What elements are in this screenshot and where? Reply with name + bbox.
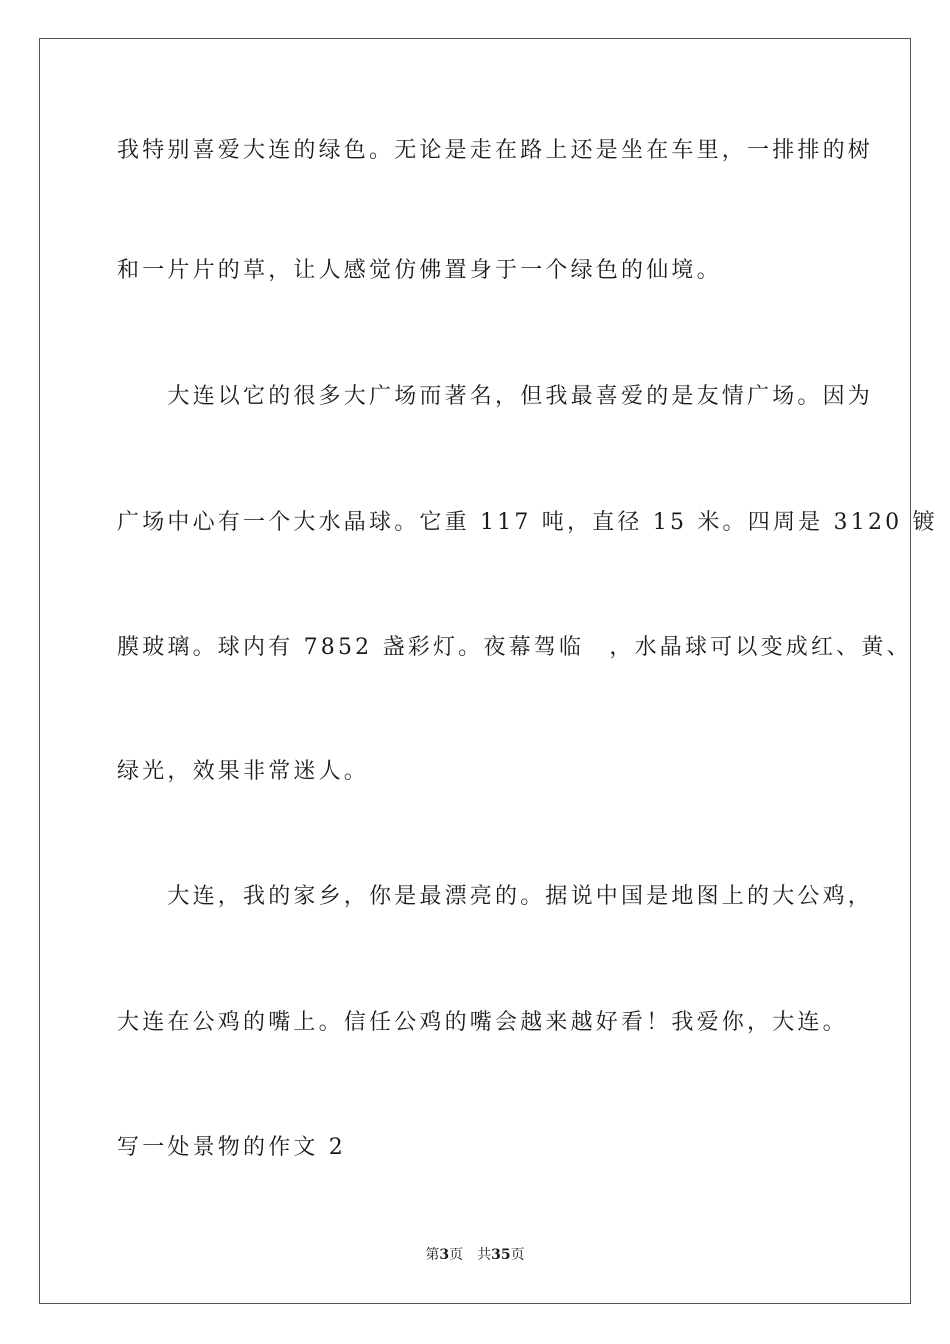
footer-middle: 页 共 bbox=[449, 1247, 492, 1263]
footer-prefix: 第 bbox=[425, 1247, 440, 1263]
text-line-7: 大连，我的家乡，你是最漂亮的。据说中国是地图上的大公鸡， bbox=[117, 884, 874, 909]
page-border bbox=[39, 38, 911, 1304]
section-heading: 写一处景物的作文 2 bbox=[117, 1135, 346, 1160]
text-line-8: 大连在公鸡的嘴上。信任公鸡的嘴会越来越好看！我爱你，大连。 bbox=[117, 1010, 848, 1035]
text-line-5: 膜玻璃。球内有 7852 盏彩灯。夜幕驾临 ，水晶球可以变成红、黄、 bbox=[117, 635, 912, 660]
footer-page-number: 3 bbox=[439, 1247, 450, 1263]
footer-total-pages: 35 bbox=[491, 1247, 511, 1263]
page-footer bbox=[0, 1245, 950, 1265]
text-line-2: 和一片片的草，让人感觉仿佛置身于一个绿色的仙境。 bbox=[117, 258, 722, 283]
text-line-6: 绿光，效果非常迷人。 bbox=[117, 759, 370, 784]
text-line-1: 我特别喜爱大连的绿色。无论是走在路上还是坐在车里，一排排的树 bbox=[117, 138, 874, 163]
footer-suffix: 页 bbox=[510, 1247, 525, 1263]
text-line-4: 广场中心有一个大水晶球。它重 117 吨，直径 15 米。四周是 3120 镀 bbox=[117, 510, 938, 535]
text-line-3: 大连以它的很多大广场而著名，但我最喜爱的是友情广场。因为 bbox=[117, 384, 874, 409]
